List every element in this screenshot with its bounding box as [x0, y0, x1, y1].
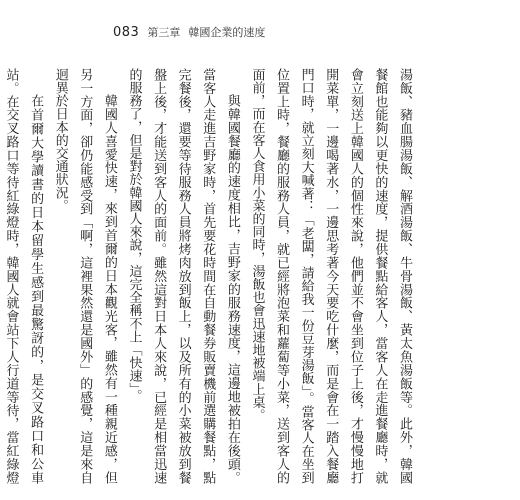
running-header: [113, 24, 265, 40]
page-number: 083: [113, 25, 140, 40]
paragraph: 在首爾大學讀書的日本留學生感到最驚訝的，是交叉路口和公車站。在交叉路口等待紅綠燈時，韓國人就會站下人行道等待，當紅綠燈: [3, 68, 44, 484]
paragraph: 湯飯、豬血腸湯飯、解酒湯飯、牛骨湯飯、黃太魚湯飯等。此外，韓國餐館也能夠以更快的速度，提供餐點給客人，當客人在走進餐廳時，就會立刻送上韓國人的個性來說，他們並不會坐到位子上後，才慢慢地打開菜單，一邊喝著水，一邊思考著今天要吃什麼，而是會在一踏入餐廳門口時，就立刻大喊著：「老闆，請給我一份豆芽湯飯」。當客人在坐到位置上時，餐廳的服務人員，就已經將泡菜和蘿蔔等小菜，送到客人的面前，而在客人食用小菜的同時，湯飯也會迅速地被端上桌。: [249, 68, 412, 484]
paragraph: 與韓國餐廳的速度相比，吉野家的服務速度，這邊地被拍在後頭。當客人走進吉野家時，首先要花時間在自動餐券販賣機前選購餐點，點完餐後，還要等待服務人員將烤肉放到飯上，以及所有的小菜被放到餐盤上後，才能送到客人的面前。雖然這對日本人來說，已經是相當迅速的服務了，但是對於韓國人來說，這完全稱不上「快速」。: [126, 68, 240, 484]
chapter-label: 第三章: [147, 26, 181, 39]
paragraph: 韓國人喜愛快速，來到首爾的日本觀光客，雖然有一種親近感，但另一方面，卻仍能感受到「啊，這裡果然還是國外」的感覺，這是來自迥異於日本的交通狀況。: [52, 68, 117, 484]
body-text: [3, 68, 416, 484]
chapter-title: 韓國企業的速度: [188, 26, 266, 39]
